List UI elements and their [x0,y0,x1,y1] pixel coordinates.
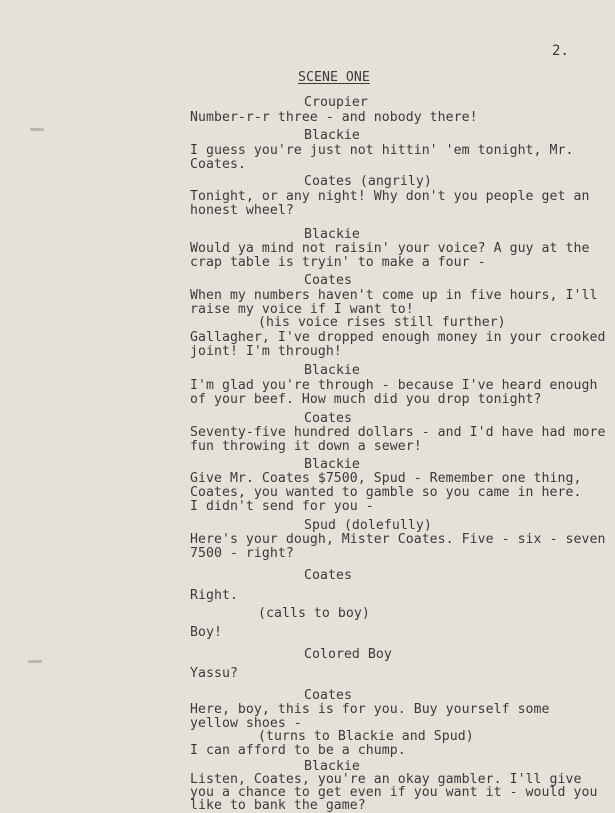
dialogue-line: crap table is tryin' to make a four - [190,255,486,270]
dialogue-line: fun throwing it down a sewer! [190,439,422,454]
dialogue-line: Boy! [190,625,222,640]
dialogue-line: raise my voice if I want to! [190,302,414,317]
dialogue-line: of your beef. How much did you drop tonight? [190,392,542,407]
speaker-name: Spud (dolefully) [304,518,432,533]
dialogue-line: Gallagher, I've dropped enough money in your crooked [190,330,606,345]
dialogue-line: Would ya mind not raisin' your voice? A guy at the [190,241,590,256]
speaker-name: Coates (angrily) [304,174,432,189]
dialogue-line: like to bank the game? [190,798,366,813]
dialogue-line: Tonight, or any night! Why don't you people get an [190,189,590,204]
page-number: 2. [552,43,569,59]
dialogue-line: Right. [190,588,238,603]
dialogue-line: yellow shoes - [190,716,302,731]
dialogue-line: Yassu? [190,666,238,681]
dialogue-line: Here's your dough, Mister Coates. Five - six - seven [190,532,606,547]
speaker-name: Coates [304,568,352,583]
dialogue-line: Seventy-five hundred dollars - and I'd have had more [190,425,606,440]
speaker-name: Croupier [304,95,368,110]
dialogue-line: Coates. [190,157,246,172]
stage-direction: (turns to Blackie and Spud) [258,729,474,744]
dialogue-line: When my numbers haven't come up in five hours, I'll [190,288,598,303]
speaker-name: Coates [304,688,352,703]
speaker-name: Blackie [304,759,360,774]
dialogue-line: Coates, you wanted to gamble so you came in here. [190,485,582,500]
speaker-name: Blackie [304,363,360,378]
dialogue-line: Here, boy, this is for you. Buy yourself some [190,702,550,717]
dialogue-line: I can afford to be a chump. [190,743,406,758]
punch-mark-top [30,128,44,131]
stage-direction: (calls to boy) [258,606,370,621]
dialogue-line: I didn't send for you - [190,499,374,514]
dialogue-line: honest wheel? [190,203,294,218]
dialogue-line: 7500 - right? [190,546,294,561]
speaker-name: Coates [304,411,352,426]
dialogue-line: Give Mr. Coates $7500, Spud - Remember one thing, [190,471,582,486]
speaker-name: Blackie [304,457,360,472]
stage-direction: (his voice rises still further) [258,315,506,330]
dialogue-line: Number-r-r three - and nobody there! [190,110,478,125]
dialogue-line: joint! I'm through! [190,344,342,359]
punch-mark-bottom [28,660,42,663]
dialogue-line: Listen, Coates, you're an okay gambler. I'll give [190,772,582,787]
speaker-name: Coates [304,273,352,288]
dialogue-line: you a chance to get even if you want it - would you [190,785,598,800]
speaker-name: Blackie [304,227,360,242]
speaker-name: Blackie [304,128,360,143]
dialogue-line: I'm glad you're through - because I've heard enough [190,378,598,393]
speaker-name: Colored Boy [304,647,392,662]
dialogue-line: I guess you're just not hittin' 'em tonight, Mr. [190,143,574,158]
scene-heading: SCENE ONE [298,70,370,85]
